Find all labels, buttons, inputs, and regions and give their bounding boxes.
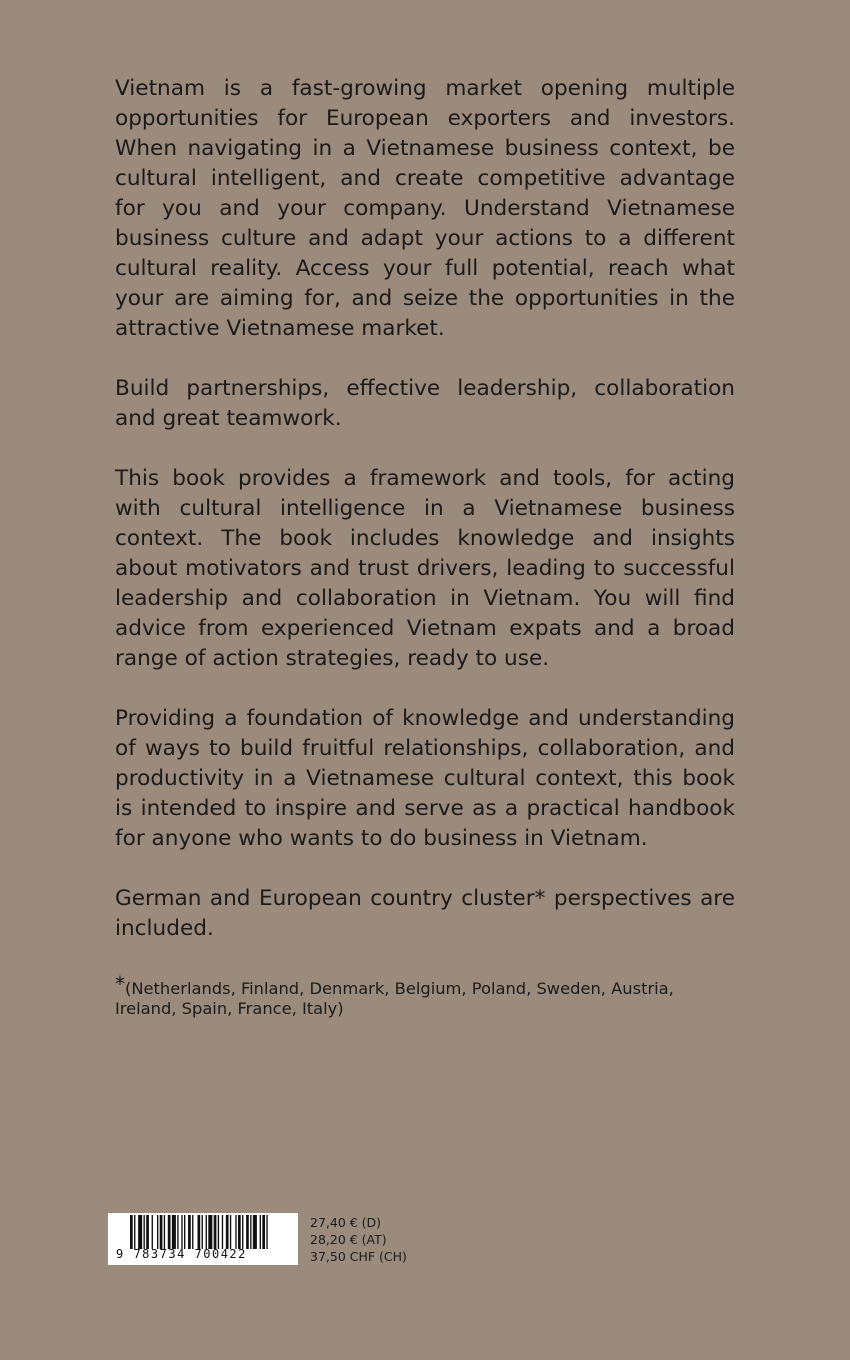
barcode-bar [152,1215,153,1249]
barcode-bar [206,1215,207,1249]
barcode-bar [130,1215,133,1249]
price-list [310,1214,407,1265]
barcode-bar [181,1215,182,1249]
barcode-bar [222,1215,223,1249]
barcode-bar [164,1215,165,1249]
price-germany: 27,40 € (D) [310,1215,382,1230]
footnote-text: (Netherlands, Finland, Denmark, Belgium, Poland, Sweden, Austria, Ireland, Spain, France, Italy) [115,979,674,1018]
barcode-bar [208,1215,212,1249]
barcode-bar [235,1215,236,1249]
barcode-bar [260,1215,261,1249]
barcode-bar [262,1215,265,1249]
barcode-bar [250,1215,251,1249]
blurb-paragraph-5: German and European country cluster* perspectives are included. [115,886,735,941]
barcode-bar [168,1215,171,1249]
back-cover-text [115,74,735,1019]
barcode-bar [214,1215,217,1249]
blurb-paragraph-3: This book provides a framework and tools, for acting with cultural intelligence in a Vietnamese business context. The book includes knowledge and insights about motivators and trust drivers, leading to successful leadership and collaboration in Vietnam. You will find advice from experienced Vietnam expats and a broad range of action strategies, ready to use. [115,466,735,671]
barcode-bar [144,1215,145,1249]
barcode-bar [266,1215,267,1249]
blurb-paragraph-2: Build partnerships, effective leadership, collaboration and great teamwork. [115,376,735,431]
barcode-bar [157,1215,158,1249]
barcode-bar [230,1215,231,1249]
barcode-bars [108,1213,298,1251]
barcode-bar [238,1215,241,1249]
barcode-bar [184,1215,185,1249]
barcode-bar [218,1215,219,1249]
barcode-bar [138,1215,142,1249]
barcode-bar [188,1215,191,1249]
barcode-bar [253,1215,257,1249]
price-switzerland: 37,50 CHF (CH) [310,1249,407,1264]
blurb-paragraph-1: Vietnam is a fast-growing market opening multiple opportunities for European exporters and investors. When navigating in a Vietnamese business context, be cultural intelligent, and create competitive advantage for you and your company. Understand Vietnamese business culture and adapt your actions to a different cultural reality. Access your full potential, reach what your are aiming for, and seize the opportunities in the attractive Vietnamese market. [115,76,735,341]
isbn-barcode [108,1213,298,1265]
isbn-digits: 9 783734 700422 [116,1247,247,1261]
barcode-bar [242,1215,243,1249]
barcode-bar [177,1215,178,1249]
price-austria: 28,20 € (AT) [310,1232,387,1247]
footnote-marker: * [115,972,125,996]
barcode-bar [226,1215,229,1249]
barcode-bar [146,1215,149,1249]
barcode-bar [160,1215,163,1249]
barcode-bar [198,1215,201,1249]
barcode-bar [134,1215,135,1249]
blurb-paragraph-4: Providing a foundation of knowledge and understanding of ways to build fruitful relationships, collaboration, and productivity in a Vietnamese cultural context, this book is intended to inspire and serve as a practical handbook for anyone who wants to do business in Vietnam. [115,706,735,851]
barcode-bar [202,1215,203,1249]
barcode-bar [172,1215,176,1249]
barcode-bar [192,1215,193,1249]
barcode-bar [246,1215,249,1249]
country-cluster-footnote [115,974,735,1019]
